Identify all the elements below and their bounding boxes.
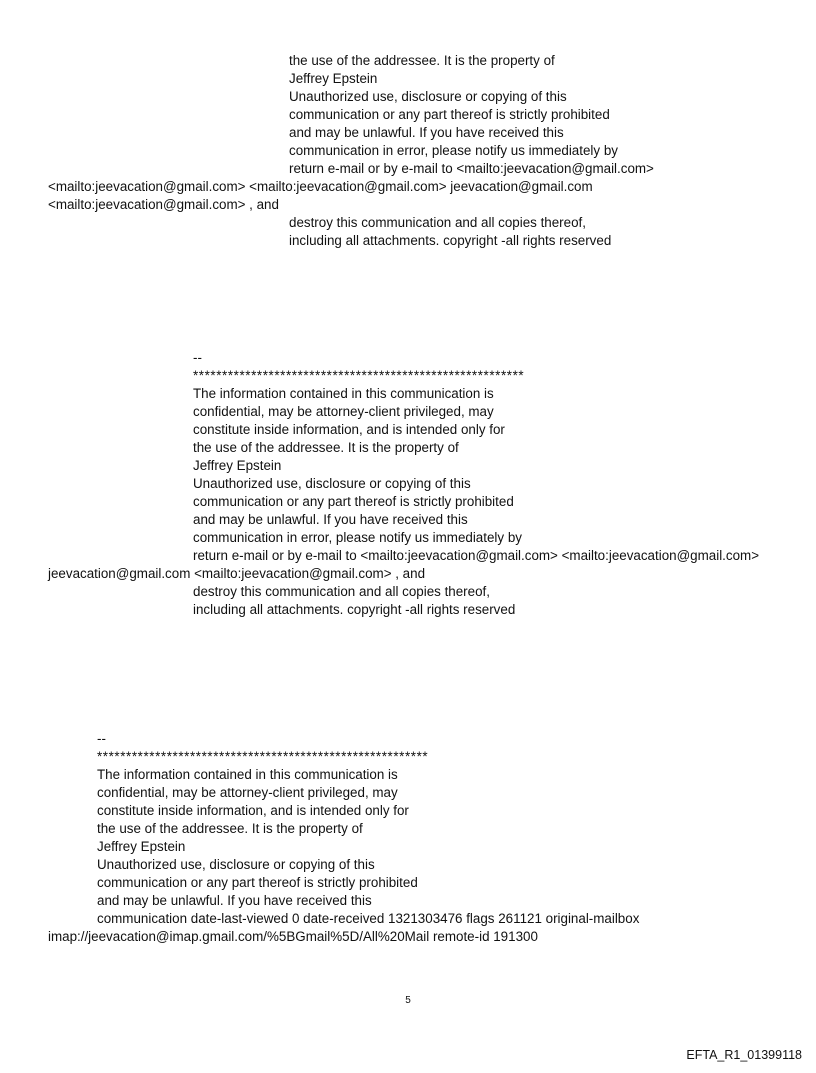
text-line: constitute inside information, and is intended only for [193,422,505,437]
page-number: 5 [405,995,411,1006]
disclaimer-block-3 [48,730,640,946]
separator-stars: ********************************************************* [193,368,525,383]
text-line: constitute inside information, and is intended only for [97,803,409,818]
text-line: the use of the addressee. It is the property of [97,821,363,836]
text-line: destroy this communication and all copies thereof, [289,215,586,230]
text-line: return e-mail or by e-mail to <mailto:jeevacation@gmail.com> [289,161,654,176]
text-line: destroy this communication and all copies thereof, [193,584,490,599]
text-line: Unauthorized use, disclosure or copying of this [289,89,567,104]
text-line: The information contained in this communication is [97,767,398,782]
text-line: and may be unlawful. If you have received this [289,125,564,140]
text-line: the use of the addressee. It is the property of [193,440,459,455]
text-line: Jeffrey Epstein [193,458,282,473]
text-line: Jeffrey Epstein [97,839,186,854]
text-line: jeevacation@gmail.com <mailto:jeevacation@gmail.com> , and [48,566,426,581]
disclaimer-block-1 [48,52,654,250]
text-line: Unauthorized use, disclosure or copying of this [193,476,471,491]
text-line: communication or any part thereof is strictly prohibited [193,494,514,509]
text-line: imap://jeevacation@imap.gmail.com/%5BGmail%5D/All%20Mail remote-id 191300 [48,929,538,944]
text-line: <mailto:jeevacation@gmail.com> <mailto:jeevacation@gmail.com> jeevacation@gmail.com [48,179,593,194]
document-id: EFTA_R1_01399118 [686,1048,802,1062]
text-line: and may be unlawful. If you have received this [193,512,468,527]
disclaimer-block-2 [48,349,760,619]
text-line: including all attachments. copyright -all rights reserved [193,602,516,617]
text-line: communication date-last-viewed 0 date-received 1321303476 flags 261121 original-mailbox [97,911,640,926]
text-line: Unauthorized use, disclosure or copying of this [97,857,375,872]
text-line: return e-mail or by e-mail to <mailto:jeevacation@gmail.com> <mailto:jeevacation@gmail.com> [193,548,760,563]
text-line: communication in error, please notify us immediately by [289,143,618,158]
text-line: and may be unlawful. If you have received this [97,893,372,908]
text-line: confidential, may be attorney-client privileged, may [193,404,494,419]
text-line: communication or any part thereof is strictly prohibited [97,875,418,890]
text-line: <mailto:jeevacation@gmail.com> , and [48,197,279,212]
separator-dashes: -- [193,350,202,365]
text-line: the use of the addressee. It is the property of [289,53,555,68]
separator-stars: ********************************************************* [97,749,429,764]
text-line: communication in error, please notify us immediately by [193,530,522,545]
text-line: Jeffrey Epstein [289,71,378,86]
text-line: confidential, may be attorney-client privileged, may [97,785,398,800]
text-line: communication or any part thereof is strictly prohibited [289,107,610,122]
text-line: The information contained in this communication is [193,386,494,401]
text-line: including all attachments. copyright -all rights reserved [289,233,612,248]
separator-dashes: -- [97,731,106,746]
